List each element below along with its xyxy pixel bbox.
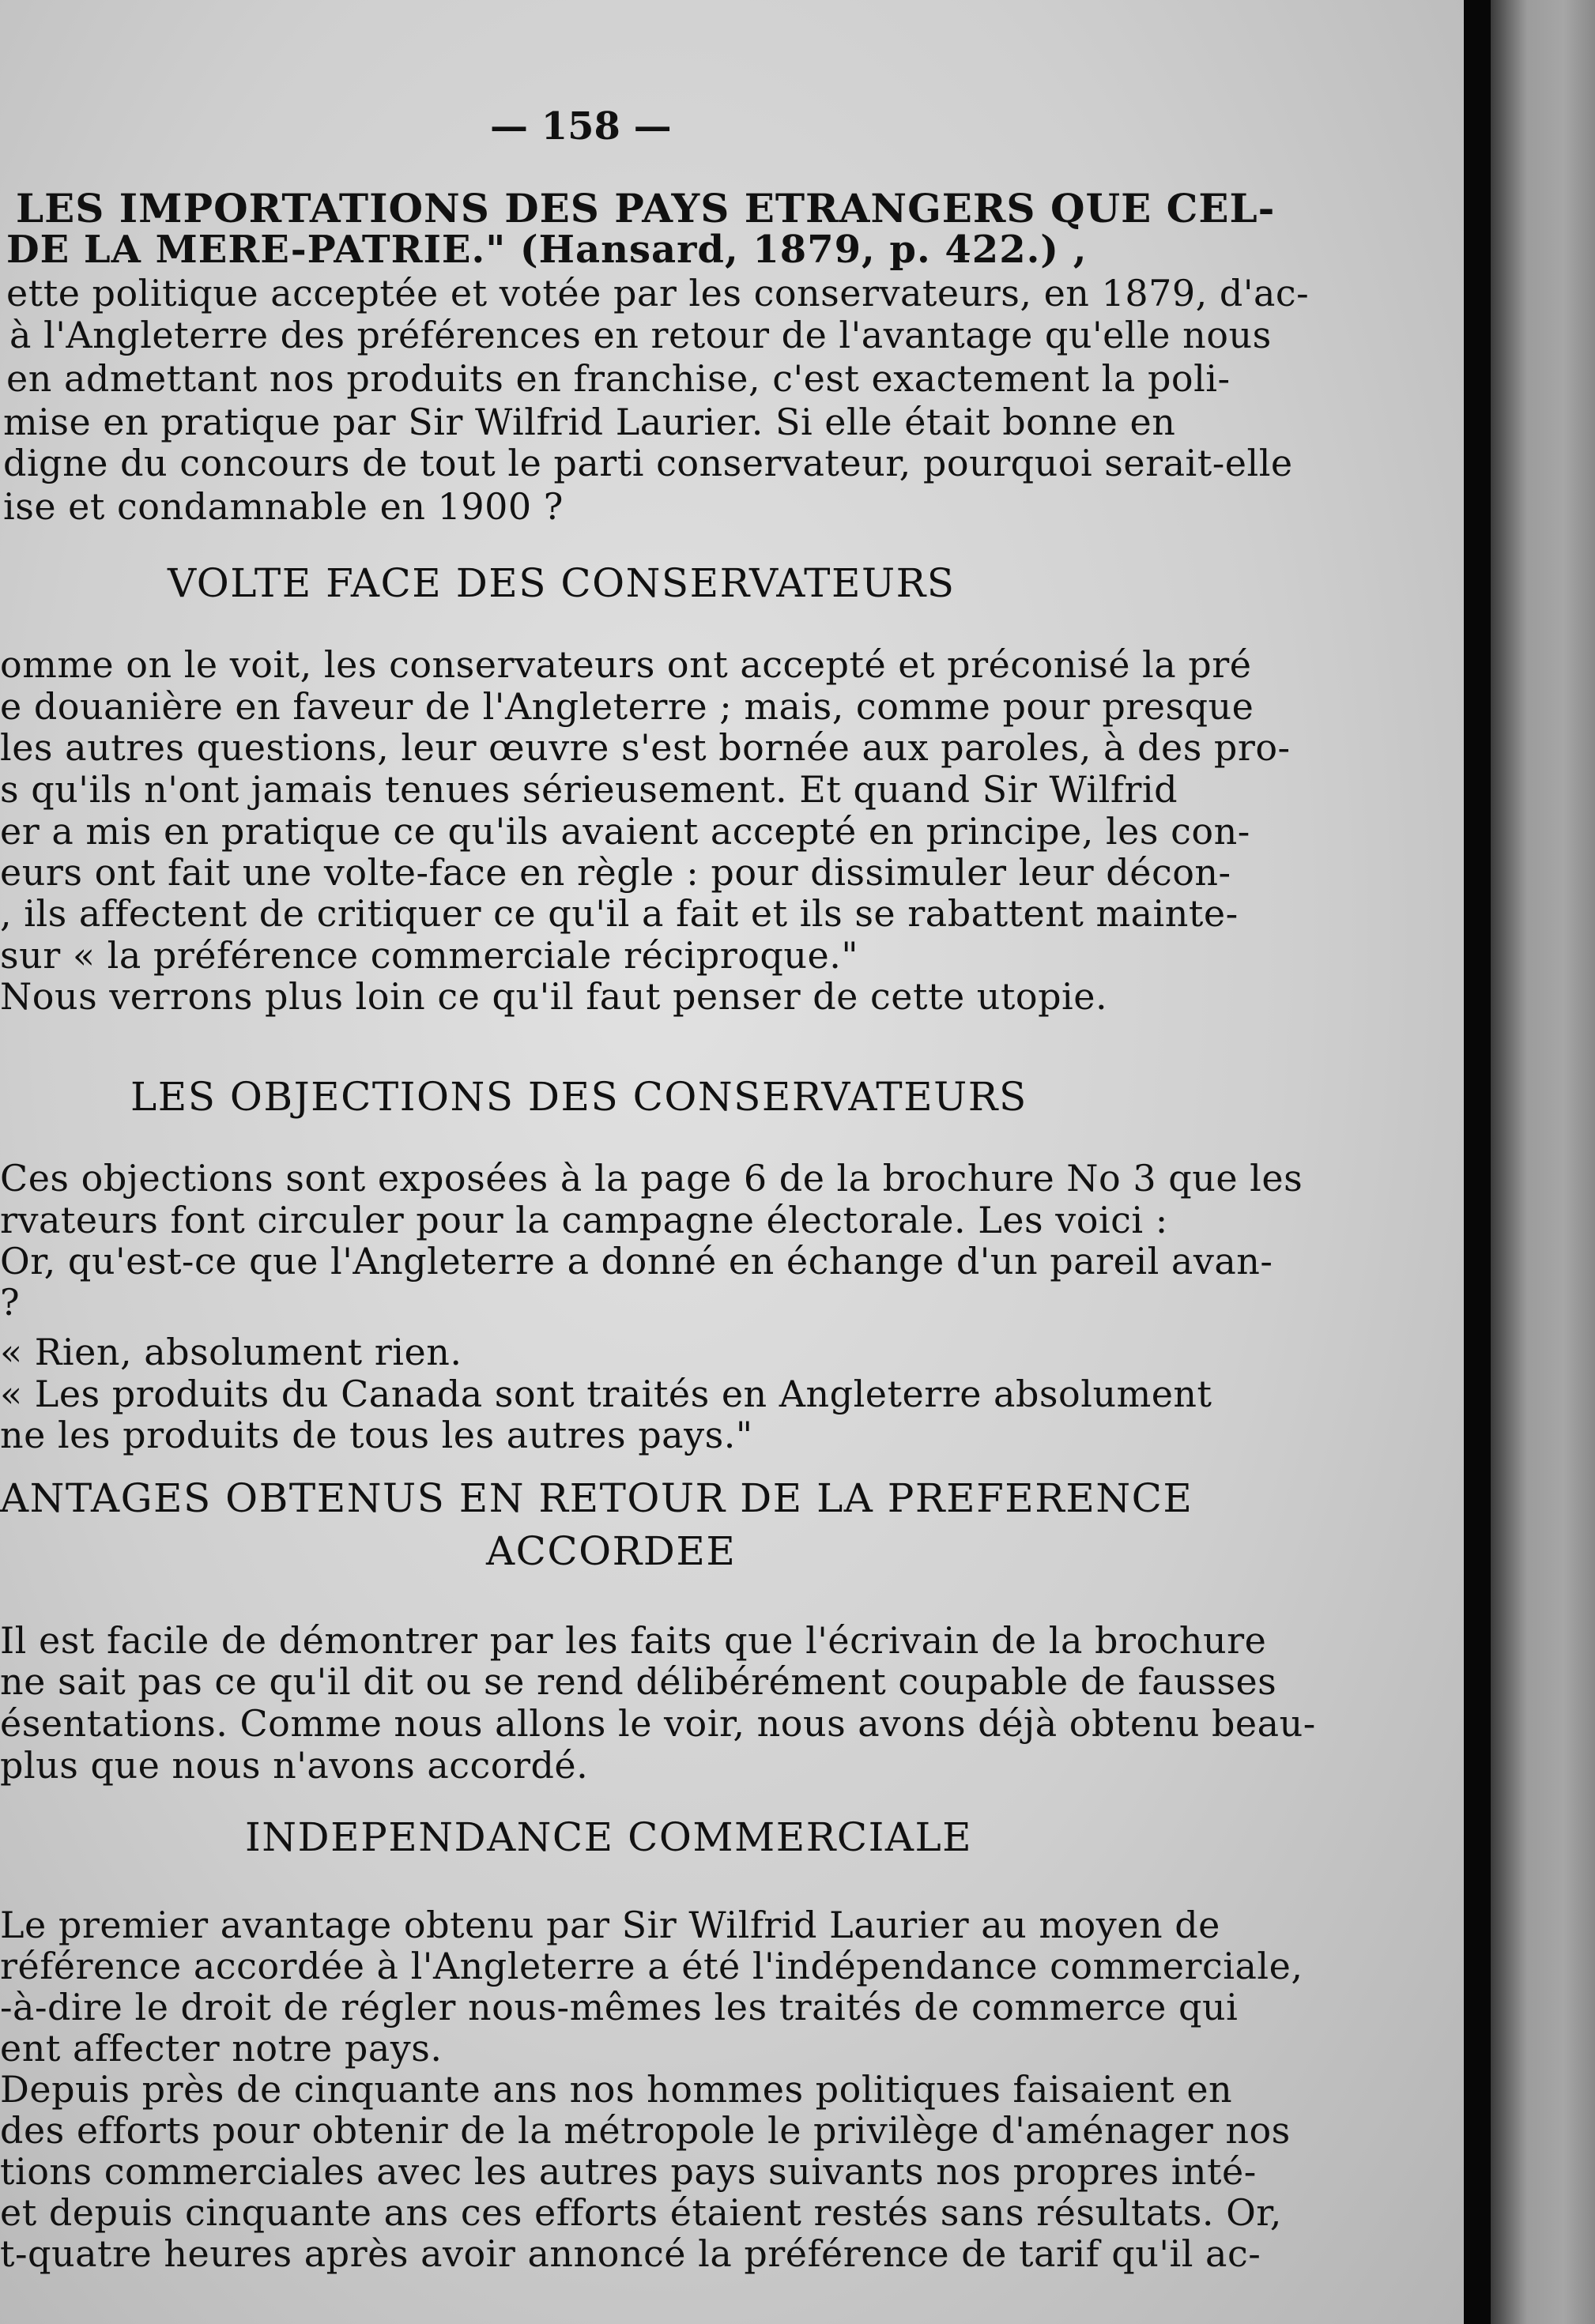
text-line: Il est facile de démontrer par les faits que l'écrivain de la brochure — [0, 1619, 1267, 1662]
section-heading: ANTAGES OBTENUS EN RETOUR DE LA PREFERENCE — [0, 1475, 1193, 1521]
binding-gutter — [1464, 0, 1491, 2324]
text-line: ent affecter notre pays. — [0, 2027, 443, 2070]
text-line: « Les produits du Canada sont traités en Angleterre absolument — [0, 1373, 1212, 1415]
facing-page-edge — [1491, 0, 1595, 2324]
text-line: DE LA MERE-PATRIE." (Hansard, 1879, p. 422.) , — [6, 228, 1088, 272]
text-line: mise en pratique par Sir Wilfrid Laurier. Si elle était bonne en — [3, 401, 1176, 443]
text-line: Ces objections sont exposées à la page 6 de la brochure No 3 que les — [0, 1157, 1303, 1200]
text-line: er a mis en pratique ce qu'ils avaient accepté en principe, les con- — [0, 810, 1250, 853]
text-line: omme on le voit, les conservateurs ont accepté et préconisé la pré — [0, 643, 1252, 686]
text-line: référence accordée à l'Angleterre a été l'indépendance commerciale, — [0, 1945, 1303, 1987]
text-line: ? — [0, 1281, 21, 1324]
text-line: les autres questions, leur œuvre s'est bornée aux paroles, à des pro- — [0, 726, 1291, 769]
section-heading: INDEPENDANCE COMMERCIALE — [245, 1814, 973, 1860]
text-line: Le premier avantage obtenu par Sir Wilfrid Laurier au moyen de — [0, 1904, 1220, 1946]
text-line: e douanière en faveur de l'Angleterre ; mais, comme pour presque — [0, 685, 1254, 728]
text-line: plus que nous n'avons accordé. — [0, 1744, 589, 1787]
text-line: ésentations. Comme nous allons le voir, nous avons déjà obtenu beau- — [0, 1702, 1316, 1745]
text-line: à l'Angleterre des préférences en retour de l'avantage qu'elle nous — [9, 314, 1272, 356]
text-line: Nous verrons plus loin ce qu'il faut penser de cette utopie. — [0, 975, 1108, 1018]
text-line: eurs ont fait une volte-face en règle : pour dissimuler leur décon- — [0, 851, 1231, 894]
text-line: Depuis près de cinquante ans nos hommes politiques faisaient en — [0, 2068, 1233, 2111]
text-line: Or, qu'est-ce que l'Angleterre a donné en échange d'un pareil avan- — [0, 1240, 1273, 1283]
text-line: et depuis cinquante ans ces efforts étaient restés sans résultats. Or, — [0, 2191, 1282, 2234]
text-line: -à-dire le droit de régler nous-mêmes les traités de commerce qui — [0, 1986, 1239, 2028]
text-line: ise et condamnable en 1900 ? — [3, 485, 564, 528]
text-line: , ils affectent de critiquer ce qu'il a fait et ils se rabattent mainte- — [0, 892, 1239, 935]
text-line: des efforts pour obtenir de la métropole le privilège d'aménager nos — [0, 2109, 1291, 2152]
page-number: — 158 — — [490, 104, 672, 149]
text-line: tions commerciales avec les autres pays suivants nos propres inté- — [0, 2150, 1257, 2193]
text-line: digne du concours de tout le parti conservateur, pourquoi serait-elle — [3, 442, 1293, 484]
text-line: s qu'ils n'ont jamais tenues sérieusement. Et quand Sir Wilfrid — [0, 768, 1178, 811]
section-heading: LES OBJECTIONS DES CONSERVATEURS — [130, 1074, 1028, 1120]
text-line: t-quatre heures après avoir annoncé la préférence de tarif qu'il ac- — [0, 2232, 1261, 2275]
text-line: en admettant nos produits en franchise, c'est exactement la poli- — [6, 357, 1231, 400]
text-line: ne sait pas ce qu'il dit ou se rend délibérément coupable de fausses — [0, 1660, 1277, 1703]
text-line: ne les produits de tous les autres pays." — [0, 1414, 753, 1456]
section-heading: ACCORDEE — [486, 1528, 737, 1574]
text-line: LES IMPORTATIONS DES PAYS ETRANGERS QUE CEL- — [16, 185, 1276, 232]
text-line: ette politique acceptée et votée par les conservateurs, en 1879, d'ac- — [6, 272, 1310, 315]
text-line: sur « la préférence commerciale réciproque." — [0, 934, 858, 977]
section-heading: VOLTE FACE DES CONSERVATEURS — [168, 560, 956, 606]
text-line: « Rien, absolument rien. — [0, 1331, 462, 1373]
text-line: rvateurs font circuler pour la campagne électorale. Les voici : — [0, 1199, 1168, 1241]
